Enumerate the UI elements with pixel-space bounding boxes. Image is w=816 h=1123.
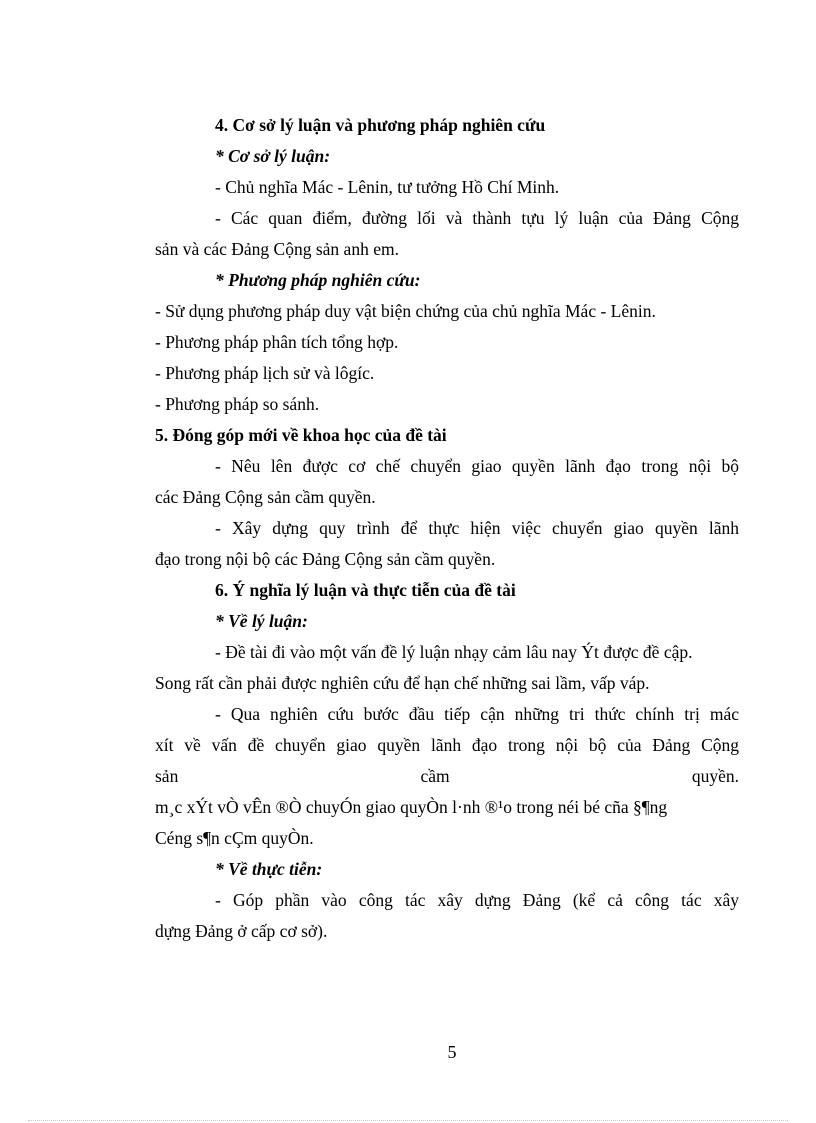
spread-word: cầm (420, 766, 450, 786)
subheading-practice: * Về thực tiễn: (215, 859, 323, 879)
garbled-encoding-line: m¸c xÝt vÒ vÊn ®Ò chuyÓn giao quyÒn l·nh ®¹o trong néi bé cña §¶ng (155, 797, 668, 817)
paragraph-line: các Đảng Cộng sản cầm quyền. (155, 487, 376, 507)
paragraph-line: - Góp phần vào công tác xây dựng Đảng (kể cả công tác xây (215, 890, 739, 910)
spread-word: quyền. (691, 766, 739, 786)
paragraph-line-spread (155, 761, 739, 792)
paragraph-line: sản và các Đảng Cộng sản anh em. (155, 239, 399, 259)
section-4-heading: 4. Cơ sở lý luận và phương pháp nghiên cứu (215, 115, 546, 135)
page-number: 5 (447, 1042, 457, 1062)
paragraph-line: - Nêu lên được cơ chế chuyển giao quyền lãnh đạo trong nội bộ (215, 456, 739, 476)
paragraph-line: - Các quan điểm, đường lối và thành tựu lý luận của Đảng Cộng (215, 208, 739, 228)
paragraph-line: - Qua nghiên cứu bước đầu tiếp cận những tri thức chính trị mác (215, 704, 739, 724)
section-5-heading: 5. Đóng góp mới về khoa học của đề tài (155, 425, 447, 445)
paragraph-line: - Chủ nghĩa Mác - Lênin, tư tưởng Hồ Chí Minh. (215, 177, 560, 197)
subheading-theoretical-basis: * Cơ sở lý luận: (215, 146, 331, 166)
subheading-research-methods: * Phương pháp nghiên cứu: (215, 270, 421, 290)
spread-word: sản (155, 766, 179, 786)
paragraph-line: - Xây dựng quy trình để thực hiện việc chuyển giao quyền lãnh (215, 518, 739, 538)
section-6-heading: 6. Ý nghĩa lý luận và thực tiễn của đề tài (215, 580, 516, 600)
paragraph-line: Song rất cần phải được nghiên cứu để hạn chế những sai lầm, vấp váp. (155, 673, 650, 693)
document-body (155, 110, 739, 947)
subheading-theory: * Về lý luận: (215, 611, 308, 631)
list-item: - Phương pháp so sánh. (155, 394, 320, 414)
page-bottom-divider (28, 1120, 788, 1121)
paragraph-line: xít về vấn đề chuyển giao quyền lãnh đạo trong nội bộ của Đảng Cộng (155, 735, 739, 755)
list-item: - Sử dụng phương pháp duy vật biện chứng của chủ nghĩa Mác - Lênin. (155, 301, 656, 321)
list-item: - Phương pháp lịch sử và lôgíc. (155, 363, 375, 383)
paragraph-line: đạo trong nội bộ các Đảng Cộng sản cầm quyền. (155, 549, 496, 569)
garbled-encoding-line: Céng s¶n cÇm quyÒn. (155, 828, 314, 848)
list-item: - Phương pháp phân tích tổng hợp. (155, 332, 399, 352)
paragraph-line: dựng Đảng ở cấp cơ sở). (155, 921, 328, 941)
paragraph-line: - Đề tài đi vào một vấn đề lý luận nhạy cảm lâu nay Ýt được đề cập. (215, 642, 693, 662)
